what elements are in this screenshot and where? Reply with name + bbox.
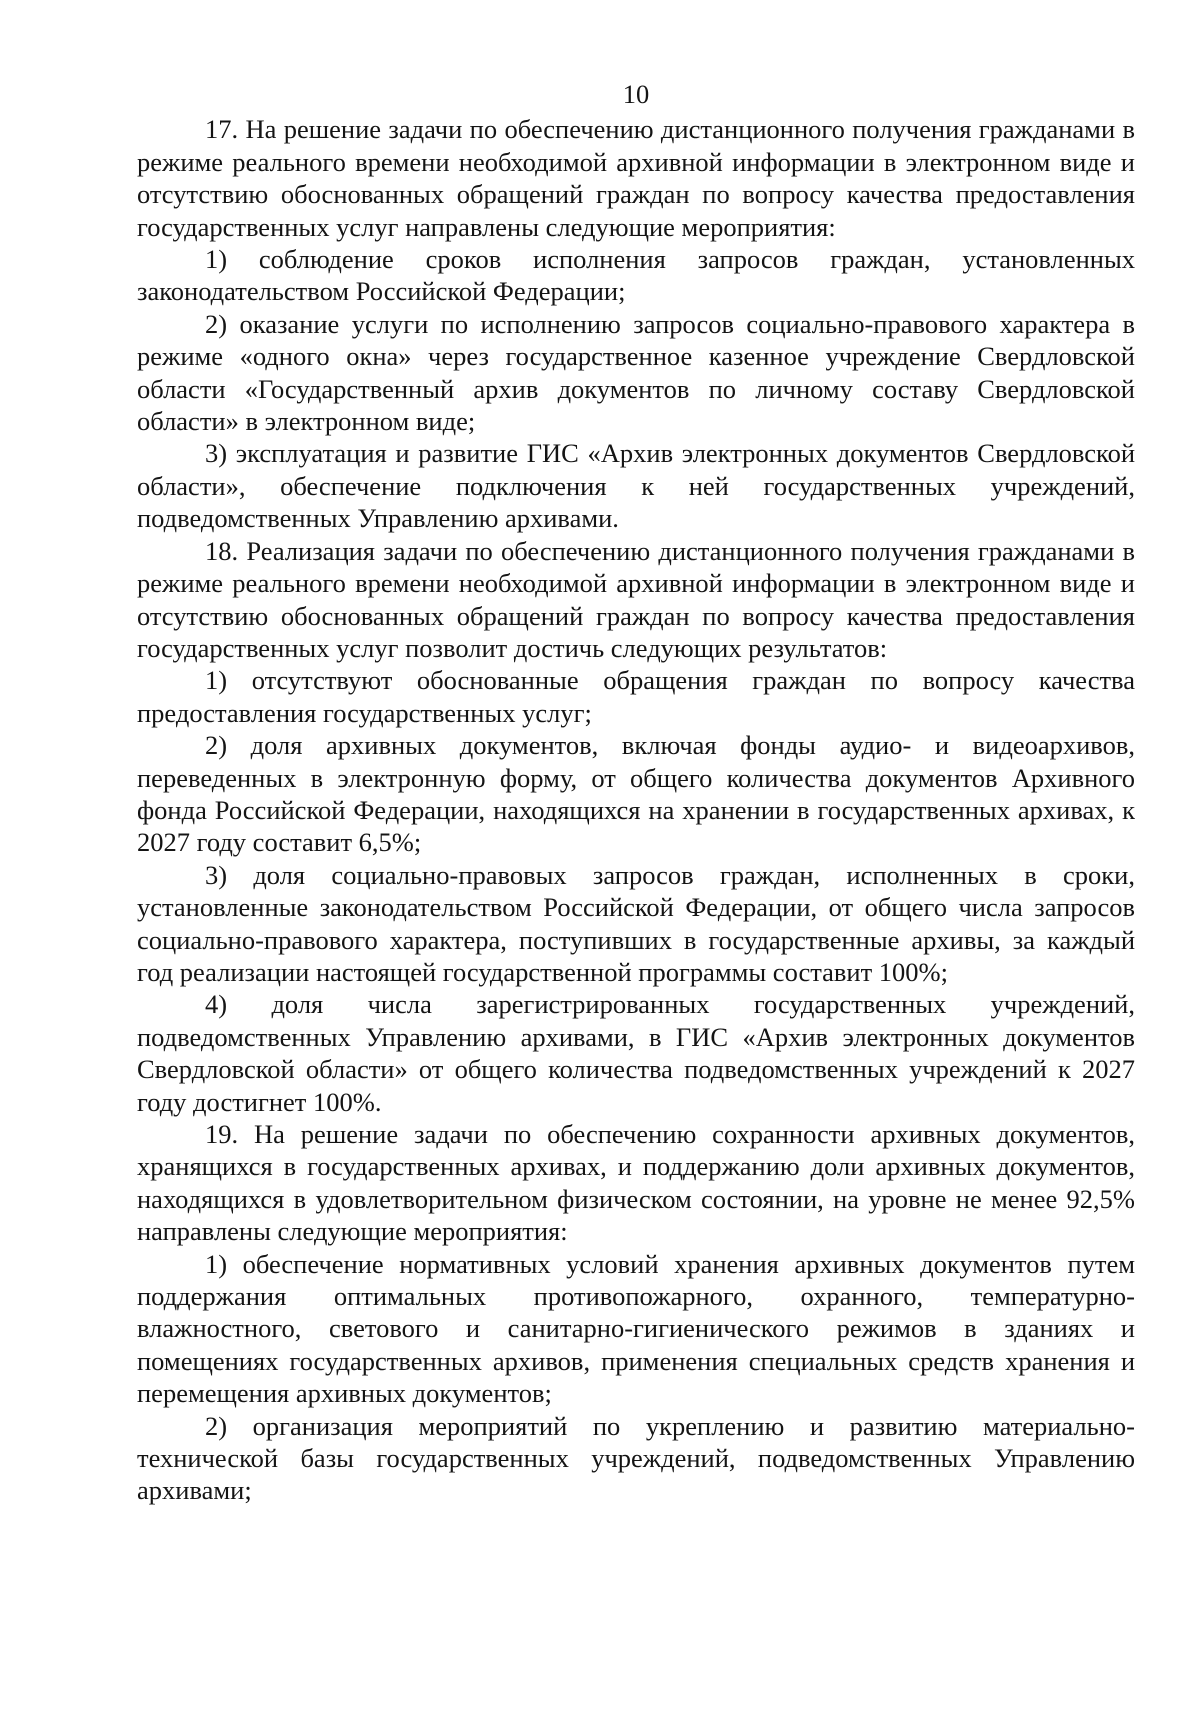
- paragraph-19: 19. На решение задачи по обеспечению сохранности архивных документов, хранящихся в государственных архивах, и поддержанию доли архивных документов, находящихся в удовлетворительном физическом состоянии, на уровне не менее 92,5% направлены следующие мероприятия:: [137, 1119, 1135, 1247]
- paragraph-19-item-1: 1) обеспечение нормативных условий хранения архивных документов путем поддержания оптимальных противопожарного, охранного, температурно-влажностного, светового и санитарно-гигиенического режимов в зданиях и помещениях государственных архивов, применения специальных средств хранения и перемещения архивных документов;: [137, 1248, 1135, 1409]
- paragraph-18-item-3: 3) доля социально-правовых запросов граждан, исполненных в сроки, установленные законодательством Российской Федерации, от общего числа запросов социально-правового характера, поступивших в государственные архивы, за каждый год реализации настоящей государственной программы составит 100%;: [137, 859, 1135, 987]
- paragraph-17-item-3: 3) эксплуатация и развитие ГИС «Архив электронных документов Свердловской области», обеспечение подключения к ней государственных учреждений, подведомственных Управлению архивами.: [137, 438, 1135, 534]
- paragraph-18: 18. Реализация задачи по обеспечению дистанционного получения гражданами в режиме реального времени необходимой архивной информации в электронном виде и отсутствию обоснованных обращений граждан по вопросу качества предоставления государственных услуг позволит достичь следующих результатов:: [137, 535, 1135, 663]
- paragraph-18-item-1: 1) отсутствуют обоснованные обращения граждан по вопросу качества предоставления государственных услуг;: [137, 665, 1135, 728]
- paragraph-18-item-2: 2) доля архивных документов, включая фонды аудио- и видеоархивов, переведенных в электронную форму, от общего количества документов Архивного фонда Российской Федерации, находящихся на хранении в государственных архивах, к 2027 году составит 6,5%;: [137, 730, 1135, 858]
- page-number: 10: [622, 79, 650, 109]
- paragraph-18-item-4: 4) доля числа зарегистрированных государственных учреждений, подведомственных Управлению архивами, в ГИС «Архив электронных документов Свердловской области» от общего количества подведомственных учреждений к 2027 году достигнет 100%.: [137, 989, 1135, 1117]
- paragraph-17-item-2: 2) оказание услуги по исполнению запросов социально-правового характера в режиме «одного окна» через государственное казенное учреждение Свердловской области «Государственный архив документов по личному составу Свердловской области» в электронном виде;: [137, 308, 1135, 437]
- paragraph-17: 17. На решение задачи по обеспечению дистанционного получения гражданами в режиме реального времени необходимой архивной информации в электронном виде и отсутствию обоснованных обращений граждан по вопросу качества предоставления государственных услуг направлены следующие мероприятия:: [137, 114, 1135, 242]
- document-page: [137, 78, 1135, 1507]
- paragraph-17-item-1: 1) соблюдение сроков исполнения запросов граждан, установленных законодательством Российской Федерации;: [137, 244, 1135, 307]
- paragraph-19-item-2: 2) организация мероприятий по укреплению и развитию материально-технической базы государственных учреждений, подведомственных Управлению архивами;: [137, 1410, 1135, 1506]
